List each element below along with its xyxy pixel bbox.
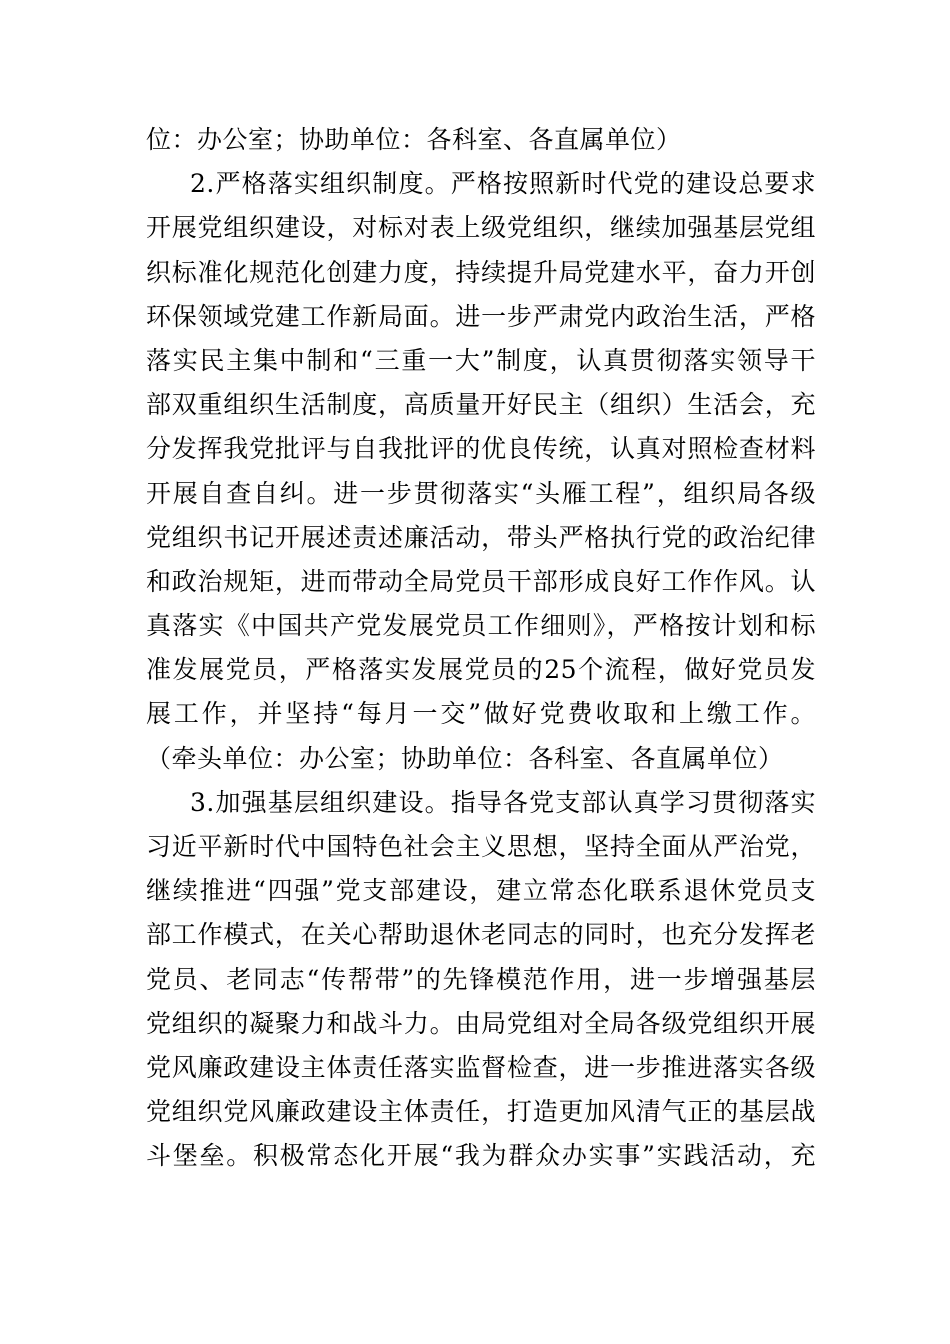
text-line: 分发挥我党批评与自我批评的优良传统，认真对照检查材料 bbox=[146, 434, 816, 464]
text-line: 展工作，并坚持“每月一交”做好党费收取和上缴工作。 bbox=[146, 699, 816, 729]
text-line: 党组织党风廉政建设主体责任，打造更加风清气正的基层战 bbox=[146, 1097, 816, 1127]
text-line: 织标准化规范化创建力度，持续提升局党建水平，奋力开创 bbox=[146, 257, 816, 287]
text-line: 党组织书记开展述责述廉活动，带头严格执行党的政治纪律 bbox=[146, 522, 816, 552]
text-line: 和政治规矩，进而带动全局党员干部形成良好工作作风。认 bbox=[146, 566, 816, 596]
text-line: 党风廉政建设主体责任落实监督检查，进一步推进落实各级 bbox=[146, 1052, 816, 1082]
body-text bbox=[146, 118, 816, 1179]
text-line: 习近平新时代中国特色社会主义思想，坚持全面从严治党， bbox=[146, 832, 816, 861]
text-line: 环保领域党建工作新局面。进一步严肃党内政治生活，严格 bbox=[146, 301, 816, 331]
text-line: 部双重组织生活制度，高质量开好民主（组织）生活会，充 bbox=[146, 390, 816, 420]
text-line: 位：办公室；协助单位：各科室、各直属单位） bbox=[146, 125, 682, 154]
paragraph-2-start-line: 2.严格落实组织制度。严格按照新时代党的建设总要求 bbox=[190, 169, 816, 199]
text-line: 斗堡垒。积极常态化开展“我为群众办实事”实践活动，充 bbox=[146, 1141, 816, 1171]
text-line: 继续推进“四强”党支部建设，建立常态化联系退休党员支 bbox=[146, 876, 816, 906]
text-line: 部工作模式，在关心帮助退休老同志的同时，也充分发挥老 bbox=[146, 920, 816, 950]
text-line: 党组织的凝聚力和战斗力。由局党组对全局各级党组织开展 bbox=[146, 1008, 816, 1038]
text-line: 准发展党员，严格落实发展党员的25个流程，做好党员发 bbox=[146, 655, 816, 685]
text-line: 开展党组织建设，对标对表上级党组织，继续加强基层党组 bbox=[146, 213, 816, 243]
text-line: 真落实《中国共产党发展党员工作细则》，严格按计划和标 bbox=[146, 611, 816, 641]
text-line: （牵头单位：办公室；协助单位：各科室、各直属单位） bbox=[146, 743, 784, 773]
text-line: 党员、老同志“传帮带”的先锋模范作用，进一步增强基层 bbox=[146, 964, 816, 994]
text-line: 开展自查自纠。进一步贯彻落实“头雁工程”，组织局各级 bbox=[146, 478, 816, 508]
paragraph-3-start-line: 3.加强基层组织建设。指导各党支部认真学习贯彻落实 bbox=[190, 787, 816, 817]
text-line: 落实民主集中制和“三重一大”制度，认真贯彻落实领导干 bbox=[146, 345, 816, 375]
